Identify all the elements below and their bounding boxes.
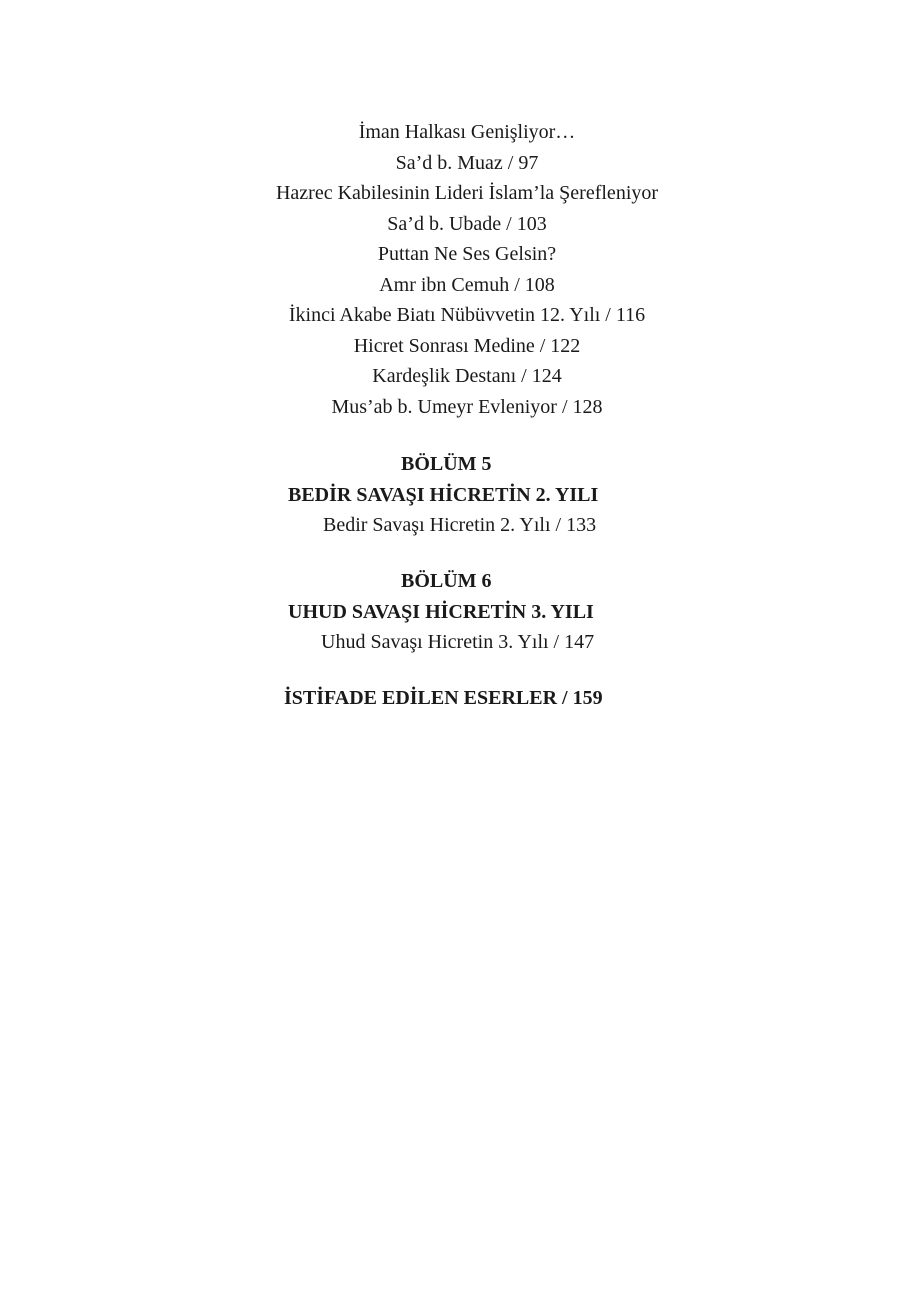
toc-entry: İkinci Akabe Biatı Nübüvvetin 12. Yılı / 116 — [288, 304, 646, 326]
toc-entry: Mus’ab b. Umeyr Evleniyor / 128 — [331, 396, 603, 418]
toc-entry: Sa’d b. Muaz / 97 — [395, 152, 539, 174]
toc-entry: Puttan Ne Ses Gelsin? — [377, 243, 557, 265]
toc-entry: Hazrec Kabilesinin Lideri İslam’la Şerefleniyor — [275, 182, 659, 204]
chapter-5-entry: Bedir Savaşı Hicretin 2. Yılı / 133 — [323, 514, 597, 536]
toc-entry: Hicret Sonrası Medine / 122 — [353, 335, 581, 357]
chapter-6-title: UHUD SAVAŞI HİCRETİN 3. YILI — [288, 601, 594, 623]
toc-entry: Sa’d b. Ubade / 103 — [387, 213, 547, 235]
bibliography-entry: İSTİFADE EDİLEN ESERLER / 159 — [284, 687, 603, 709]
chapter-6-number: BÖLÜM 6 — [401, 570, 492, 592]
toc-entry: Kardeşlik Destanı / 124 — [372, 365, 562, 387]
toc-entry: İman Halkası Genişliyor… — [358, 121, 576, 143]
toc-entry: Amr ibn Cemuh / 108 — [379, 274, 555, 296]
chapter-5-number: BÖLÜM 5 — [401, 453, 492, 475]
chapter-5-title: BEDİR SAVAŞI HİCRETİN 2. YILI — [288, 484, 599, 506]
chapter-6-entry: Uhud Savaşı Hicretin 3. Yılı / 147 — [321, 631, 595, 653]
